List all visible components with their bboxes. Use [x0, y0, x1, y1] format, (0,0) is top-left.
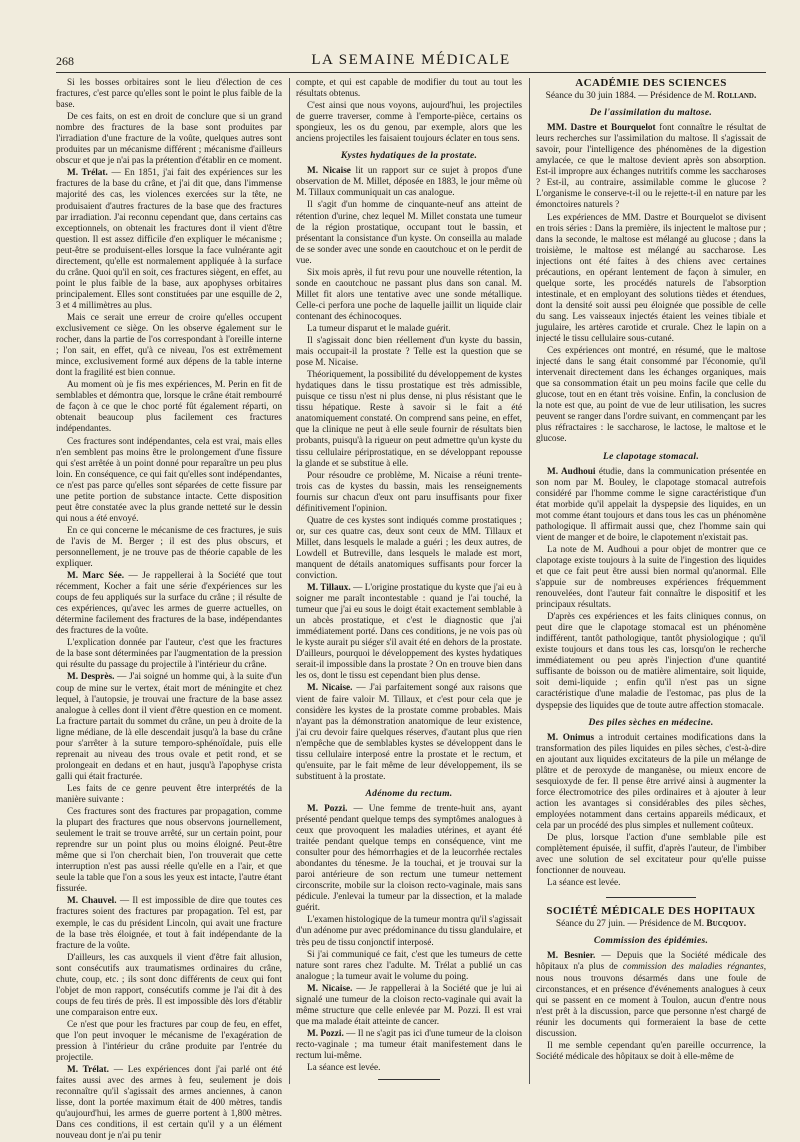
speaker-name: M. Trélat.	[67, 168, 108, 179]
session-line	[536, 919, 766, 930]
paragraph-text: — J'ai soigné un homme qui, à la suite d'un coup de mine sur le vertex, était mort de méningite et chez lequel, à l'autopsie, je trouvai une fracture de la base assez analogue à celles dont il vient d'être question en ce moment. La fracture partait du sommet du crâne, un peu à droite de la ligne médiane, de là elle descendait jusqu'à la base du crâne pour s'arrêter à la suture temporo-sphénoïdale, puis elle reprenait au niveau des trous ovale et petit rond, et se prolongeait en dedans et en haut, jusqu'à l'apophyse crista galli qui était fracturée.	[56, 672, 283, 782]
column-divider-2	[529, 78, 530, 1084]
paragraph	[56, 168, 282, 312]
paragraph-text: — Une femme de trente-huit ans, ayant présenté pendant quelque temps des symptômes analogues à ceux que provoquent les maladies utérines, et ayant été traitée pendant quelque temps en conséquence, vint me consulter pour des hémorrhagies et de la leucorrhée rectales abondantes du ténesme. Je la touchai, et je trouvai sur la paroi antérieure de son rectum une tumeur nettement circonscrite, mobile sur la cloison recto-vaginale, mais sans pédicule. J'enlevai la tumeur par la dissection, et la malade guérit.	[296, 803, 522, 914]
paragraph-text: — En 1851, j'ai fait des expériences sur les fractures de la base du crâne, et j'ai dit que, dans l'immense majorité des cas, les violences exercées sur la tête, ne produisaient d'autres fractures de la base que des fractures par irradiation. J'ai reconnu cependant que, dans certains cas exceptionnels, on obtenait les fractures dont il vient d'être question. Il est assez difficile d'en expliquer le mécanisme ; peut-être se produisent-elles lorsque la face vulnérante agit directement, qu'elle est normalement appliquée à la surface du crâne. Quoi qu'il en soit, ces fractures siègent, en effet, au point le plus faible de la base, aux apophyses orbitaires principalement. Elles sont constituées par une esquille de 2, 3 et 4 millimètres au plus.	[56, 168, 282, 311]
page-number: 268	[56, 54, 74, 68]
paragraph: compte, et qui est capable de modifier du tout au tout les résultats obtenus.	[296, 78, 522, 100]
speaker-name: M. Desprès.	[67, 672, 115, 683]
paragraph: Mais ce serait une erreur de croire qu'elles occupent exclusivement ce siège. On les observe également sur le rocher, dans la partie de l'os correspondant à l'oreille interne ; l'on sait, en effet, qu'à ce niveau, l'os est extrêmement mince, exclusivement formé aux dépens de la table interne dont la fragilité est bien connue.	[56, 312, 282, 379]
paragraph: D'après ces expériences et les faits cliniques connus, on peut dire que le clapotage stomacal est un phénomène indifférent, tantôt pathologique, tantôt physiologique ; qu'il existe toujours et dans tous les cas, lorsqu'on le recherche immédiatement ou peu après l'injection d'une quantité suffisante de boisson ou de matière alimentaire, soit liquide, soit demi-liquide ; enfin qu'il n'est pas un signe caractéristique d'une maladie de l'estomac, pas plus de la dyspepsie des liquides que de toute autre affection stomacale.	[536, 612, 766, 711]
paragraph: Quatre de ces kystes sont indiqués comme prostatiques ; or, sur ces quatre cas, deux sont ceux de MM. Tillaux et Millet, dans lesquels le malade a guéri ; les deux autres, de Lowdell et Butreville, dans lesquels le malade est mort, manquent de détails anatomiques suffisants pour forcer la conviction.	[296, 515, 522, 582]
subsection-heading: Commission des épidémies.	[593, 936, 709, 947]
paragraph	[536, 951, 766, 1039]
paragraph	[56, 1065, 282, 1142]
paragraph	[296, 683, 522, 782]
speaker-name: M. Tillaux.	[307, 583, 351, 594]
page-header	[56, 52, 766, 74]
paragraph	[536, 733, 766, 832]
paragraph: Théoriquement, la possibilité du développement de kystes hydatiques dans le tissu prostatique est très admissible, puisque ce tissu n'est ni plus dense, ni plus résistant que le tissu hépatique. Reste à savoir si le fait a été anatomiquement constaté. On comprend sans peine, en effet, que la clinique ne peut à elle seule fournir de résultats bien probants, puisqu'à la rigueur on peut admettre qu'un kyste du tissu cellulaire périprostatique, en se développant repousse la glande et se substitue à elle.	[296, 370, 523, 469]
paragraph: De ces faits, on est en droit de conclure que si un grand nombre des fractures de la base sont produites par l'irradiation d'une fracture de la voûte, quelques autres sont produites par un mécanisme différent ; mécanisme d'ailleurs obscur et que je n'ai pas la prétention d'établir en ce moment.	[56, 112, 282, 167]
section-separator	[606, 897, 696, 898]
speaker-name: M. Onimus	[547, 732, 595, 743]
paragraph: L'examen histologique de la tumeur montra qu'il s'agissait d'un adénome pur avec prédominance du tissu glandulaire, et très peu de tissu conjonctif interposé.	[296, 915, 522, 948]
paragraph	[296, 1029, 522, 1062]
paragraph: Les faits de ce genre peuvent être interprétés de la manière suivante :	[56, 783, 282, 805]
paragraph: Il me semble cependant qu'en pareille occurrence, la Société médicale des hôpitaux se doit à elle-même de	[536, 1040, 766, 1062]
speaker-name: MM. Dastre et Bourquelot	[547, 123, 656, 134]
paragraph-text: lit un rapport sur ce sujet à propos d'une observation de M. Millet, déposée en 1883, le jour même où M. Tillaux communiquait un cas analogue.	[296, 166, 522, 199]
paragraph-text: — Il est impossible de dire que toutes ces fractures soient des fractures par propagation. Tel est, par exemple, le cas du président Lincoln, qui avait une fracture de la base très éloignée, et tout à fait indépendante de la fracture de la voûte.	[56, 896, 282, 951]
paragraph-text: étudie, dans la communication présentée en son nom par M. Bouley, le clapotage stomacal autrefois considéré par l'homme comme le signe caractéristique d'un état morbide qu'il appelait la dyspepsie des liquides, en un mot comme étant toujours et dans tous les cas un phénomène pathologique. Il affirmait aussi que, chez l'homme sain qui vient de manger et de boire, le clapotement n'existait pas.	[536, 466, 766, 543]
paragraph: Il s'agit d'un homme de cinquante-neuf ans atteint de rétention d'urine, chez lequel M. Millet constata une tumeur de la région prostatique, occupant tout le bassin, et présentant la consistance d'un kyste. On conseilla au malade de se sonder avec une sonde en caoutchouc et on le perdit de vue.	[296, 200, 522, 266]
paragraph: Ce n'est que pour les fractures par coup de feu, en effet, que l'on peut invoquer le mécanisme de l'exagération de pression à l'intérieur du crâne produite par l'entrée du projectile.	[56, 1019, 282, 1064]
paragraph-text: font connaître le résultat de leurs recherches sur l'assimilation du maltose. Il s'agissait de savoir, pour l'intelligence des phénomènes de la digestion amylacée, ce que le maltose devient après son absorption. Est-il impropre aux échanges nutritifs comme les saccharoses ? Est-il, au contraire, assimilable comme le glucose ? L'organisme le conserve-t-il ou le rejette-t-il en nature par les émonctoires naturels ?	[536, 123, 766, 211]
speaker-name: M. Nicaise.	[307, 683, 353, 694]
closing-line: La séance est levée.	[307, 1063, 381, 1074]
speaker-name: M. Marc Sée.	[67, 571, 125, 582]
paragraph: D'ailleurs, les cas auxquels il vient d'être fait allusion, sont consécutifs aux traumatismes ordinaires du crâne, chute, coup, etc. ; ils sont donc différents de ceux qui font l'objet de mon rapport, consécutifs comme je l'ai dit à des coups de feu tirés de près. Il est impossible dès lors d'établir une comparaison entre eux.	[56, 952, 282, 1018]
paragraph: La note de M. Audhoui a pour objet de montrer que ce clapotage existe toujours à la suite de l'ingestion des liquides et que ce fait peut être aussi bien normal qu'anormal. Elle s'appuie sur de nombreuses expériences fréquemment renouvelées, dont l'auteur fait connaître le dispositif et les principaux résultats.	[536, 544, 766, 611]
paragraph	[536, 123, 766, 211]
paragraph-text: , nous nous trouvons désarmés dans une foule de circonstances, et en présence d'événements analogues à ceux qui se passent en ce moment à Toulon, aucun d'entre nous n'est prêt à la discussion, parce que personne n'est chargé de réunir les documents qui formeraient la base de cette discussion.	[536, 962, 766, 1039]
speaker-name: M. Besnier.	[547, 951, 596, 962]
paragraph: C'est ainsi que nous voyons, aujourd'hui, les projectiles de guerre traverser, comme à l'emporte-pièce, certains os spongieux, les os du genou, par exemple, alors que les anciens projectiles les faisaient toujours éclater en tous sens.	[296, 101, 522, 145]
paragraph-text: — Depuis que la Société médicale des hôpitaux n'a plus de	[536, 951, 766, 973]
paragraph	[56, 896, 282, 951]
speaker-name: M. Pozzi.	[307, 1028, 344, 1039]
paragraph: Pour résoudre ce problème, M. Nicaise a réuni trente-trois cas de kystes du bassin, mais les renseignements fournis sur chacun d'eux ont paru insuffisants pour fixer définitivement l'opinion.	[296, 470, 522, 514]
paragraph-text: — Je rappellerai à la Société que tout récemment, Kocher a fait une série d'expériences sur les coups de feu appliqués sur la surface du crâne ; il résulte de ces expériences, qu'avec les armes de guerre actuelles, on détermine facilement des fractures de la base, indépendantes des fractures de la voûte.	[56, 571, 282, 637]
session-text: Séance du 30 juin 1884. — Présidence de M.	[545, 91, 718, 102]
session-text: Séance du 27 juin. — Présidence de M.	[555, 919, 707, 930]
session-president: Bucquoy.	[706, 919, 747, 930]
column-divider-1	[289, 78, 290, 1084]
paragraph-text: — Je rappellerai à la Société que je lui ai signalé une tumeur de la cloison recto-vaginale qui avait la même structure que celle enlevée par M. Pozzi. Il est vrai que ma malade était atteinte de cancer.	[296, 983, 522, 1027]
paragraph: Au moment où je fis mes expériences, M. Perin en fit de semblables et démontra que, lorsque le crâne était rembourré de façon à ce que le choc porté fût également réparti, on obtenait beaucoup plus facilement ces fractures indépendantes.	[56, 380, 282, 435]
column-3	[536, 78, 766, 1090]
paragraph: Six mois après, il fut revu pour une nouvelle rétention, la sonde en caoutchouc ne passant plus dans son canal. M. Millet fit alors une tentative avec une sonde métallique. Celle-ci perfora une poche de laquelle jaillit un liquide clair contenant des échinocoques.	[296, 267, 522, 322]
paragraph: De plus, lorsque l'action d'une semblable pile est complètement épuisée, il suffit, d'après l'auteur, de l'imbiber avec une solution de sel excitateur pour qu'elle puisse fonctionner de nouveau.	[536, 833, 766, 877]
paragraph: Si les bosses orbitaires sont le lieu d'élection de ces fractures, c'est parce qu'elles sont le point le plus faible de la base.	[56, 78, 282, 111]
paragraph: L'explication donnée par l'auteur, c'est que les fractures de la base sont déterminées par l'augmentation de la pression qui résulte du passage du projectile à l'intérieur du crâne.	[56, 638, 282, 671]
paragraph-text: — Il ne s'agit pas ici d'une tumeur de la cloison recto-vaginale ; ma tumeur était manifestement dans le rectum lui-même.	[296, 1028, 522, 1061]
paragraph	[296, 804, 522, 914]
subsection-heading: Des piles sèches en médecine.	[588, 717, 714, 728]
paragraph: Ces fractures sont des fractures par propagation, comme la plupart des fractures que nous observons journellement, seulement le trait se trouve arrêté, sur un certain point, pour reprendre sur un point plus ou moins éloigné. Peut-être même que si l'on cherchait bien, l'on trouverait que cette interruption n'est pas aussi réelle qu'elle en a l'air, et que seule la table que l'on a sous les yeux est intacte, l'autre étant fissurée.	[56, 807, 282, 895]
paragraph	[296, 166, 522, 199]
section-title: ACADÉMIE DES SCIENCES	[575, 77, 727, 89]
paragraph	[56, 672, 282, 782]
paragraph-emphasis: commission des maladies régnantes	[622, 962, 764, 973]
session-line	[536, 91, 766, 102]
column-2	[296, 78, 522, 1090]
paragraph: Les expériences de MM. Dastre et Bourquelot se divisent en trois séries : Dans la première, ils injectent le maltose pur ; dans la seconde, le maltose est mélangé au glucose ; dans la troisième, le maltose est mélangé au saccharose. Les injections ont été faites à des chiens avec certaines précautions, en opérant lentement de façon à simuler, en quelque sorte, les procédés naturels de l'absorption intestinale, et en employant des solutions tièdes et étendues, dont la densité soit aussi peu éloignée que possible de celle du sang. Les vaisseaux injectés étaient les veines tibiale et jugulaire, les artères carotide et crurale. Chez le lapin on a injecté le tissu cellulaire sous-cutané.	[536, 212, 766, 345]
journal-title: LA SEMAINE MÉDICALE	[311, 52, 511, 68]
speaker-name: M. Chauvel.	[67, 896, 117, 907]
speaker-name: M. Trélat.	[67, 1065, 109, 1076]
subsection-heading: Adénome du rectum.	[365, 788, 453, 799]
paragraph-text: — Les expériences dont j'ai parlé ont été faites aussi avec des armes à feu, seulement je dois reconnaître qu'il s'agissait des armes anciennes, à canon lisse, dont la portée maximum était de 400 mètres, tandis qu'aujourd'hui, les armes de guerre portent à 1,800 mètres. Dans ces conditions, il est certain qu'il y a un élément nouveau dont je n'ai pu tenir	[56, 1065, 282, 1142]
paragraph-text: a introduit certaines modifications dans la transformation des piles liquides en piles sèches, c'est-à-dire en ajoutant aux liquides excitateurs de la pile un mélange de plâtre et de peroxyde de manganèse, ou mieux encore de sesquioxyde de fer. Il pense être arrivé ainsi à augmenter la force électromotrice des piles ordinaires et à ajouter à leur action les avantages si considérables des piles sèches, employées notamment dans certains appareils médicaux, et cela par un procédé des plus simples et nullement coûteux.	[536, 732, 766, 831]
subsection-heading: Le clapotage stomacal.	[602, 451, 700, 462]
paragraph	[536, 467, 766, 544]
speaker-name: M. Audhoui	[547, 466, 596, 477]
column-1	[56, 78, 283, 1142]
speaker-name: M. Nicaise.	[307, 983, 353, 994]
paragraph: Il s'agissait donc bien réellement d'un kyste du bassin, mais occupait-il la prostate ? Telle est la question que se pose M. Nicaise.	[296, 336, 522, 369]
paragraph: Ces expériences ont montré, en résumé, que le maltose injecté dans le sang était consommé par l'économie, qu'il intervenait directement dans les échanges organiques, mais que sa consommation était un peu moins facile que celle du glucose, tout en en étant très voisine. Enfin, la conclusion de la note est que, au point de vue de leur utilisation, les sucres peuvent se ranger dans l'ordre suivant, en commençant par les plus réfractaires : le saccharose, le lactose, le maltose et le glucose.	[536, 346, 766, 445]
paragraph	[56, 571, 282, 637]
paragraph-text: — L'origine prostatique du kyste que j'ai eu à soigner me paraît incontestable : quand je l'ai touché, la tumeur que j'ai eu sous le doigt était exactement semblable à un abcès prostatique, et c'est le diagnostic que j'ai immédiatement porté. Dans ces conditions, je ne vois pas où le kyste aurait pu siéger s'il avait été en dehors de la prostate. D'ailleurs, pourquoi le développement des kystes hydatiques serait-il impossible dans la prostate ? On en trouve bien dans les os, dont le tissu est cependant bien plus dense.	[296, 583, 523, 682]
paragraph: La tumeur disparut et le malade guérit.	[307, 323, 451, 334]
closing-line: La séance est levée.	[547, 878, 621, 889]
section-title: SOCIÉTÉ MÉDICALE DES HOPITAUX	[546, 905, 756, 918]
paragraph	[296, 583, 522, 682]
paragraph: En ce qui concerne le mécanisme de ces fractures, je suis de l'avis de M. Berger ; il est des plus obscurs, et personnellement, je ne trouve pas de théorie capable de les expliquer.	[56, 525, 282, 570]
speaker-name: M. Nicaise	[307, 166, 351, 177]
paragraph: Ces fractures sont indépendantes, cela est vrai, mais elles n'en semblent pas moins être le prolongement d'une fissure qui s'est arrêtée à un point donné pour reparaître un peu plus loin. En conséquence, ce qui fait qu'elles sont indépendantes, ce n'est pas parce qu'elles sont séparées de cette fissure par une petite portion de substance intacte. Cette disposition peut être constatée avec la plus grande netteté sur le dessin qui nous a été envoyé.	[56, 436, 282, 524]
subsection-heading: De l'assimilation du maltose.	[589, 108, 713, 119]
section-separator	[378, 1079, 440, 1080]
session-president: Rolland.	[717, 91, 757, 102]
paragraph	[296, 984, 522, 1028]
speaker-name: M. Pozzi.	[307, 803, 348, 814]
subsection-heading: Kystes hydatiques de la prostate.	[340, 151, 478, 162]
paragraph: Si j'ai communiqué ce fait, c'est que les tumeurs de cette nature sont rares chez l'adulte. M. Trélat a publié un cas analogue ; la tumeur avait le volume du poing.	[296, 949, 522, 982]
header-rule	[56, 72, 766, 73]
paragraph-text: — J'ai parfaitement songé aux raisons que vient de faire valoir M. Tillaux, et c'est pour cela que je considère les kystes de la prostate comme probables. Mais n'ayant pas la démonstration anatomique de leur existence, j'ai cru devoir faire quelques réserves, d'autant plus que rien n'empêche que de semblables kystes se développent dans le tissu cellulaire interposé entre la prostate et le rectum, et qu'ensuite, par le fait même de leur développement, ils se substituent à la prostate.	[296, 683, 522, 782]
